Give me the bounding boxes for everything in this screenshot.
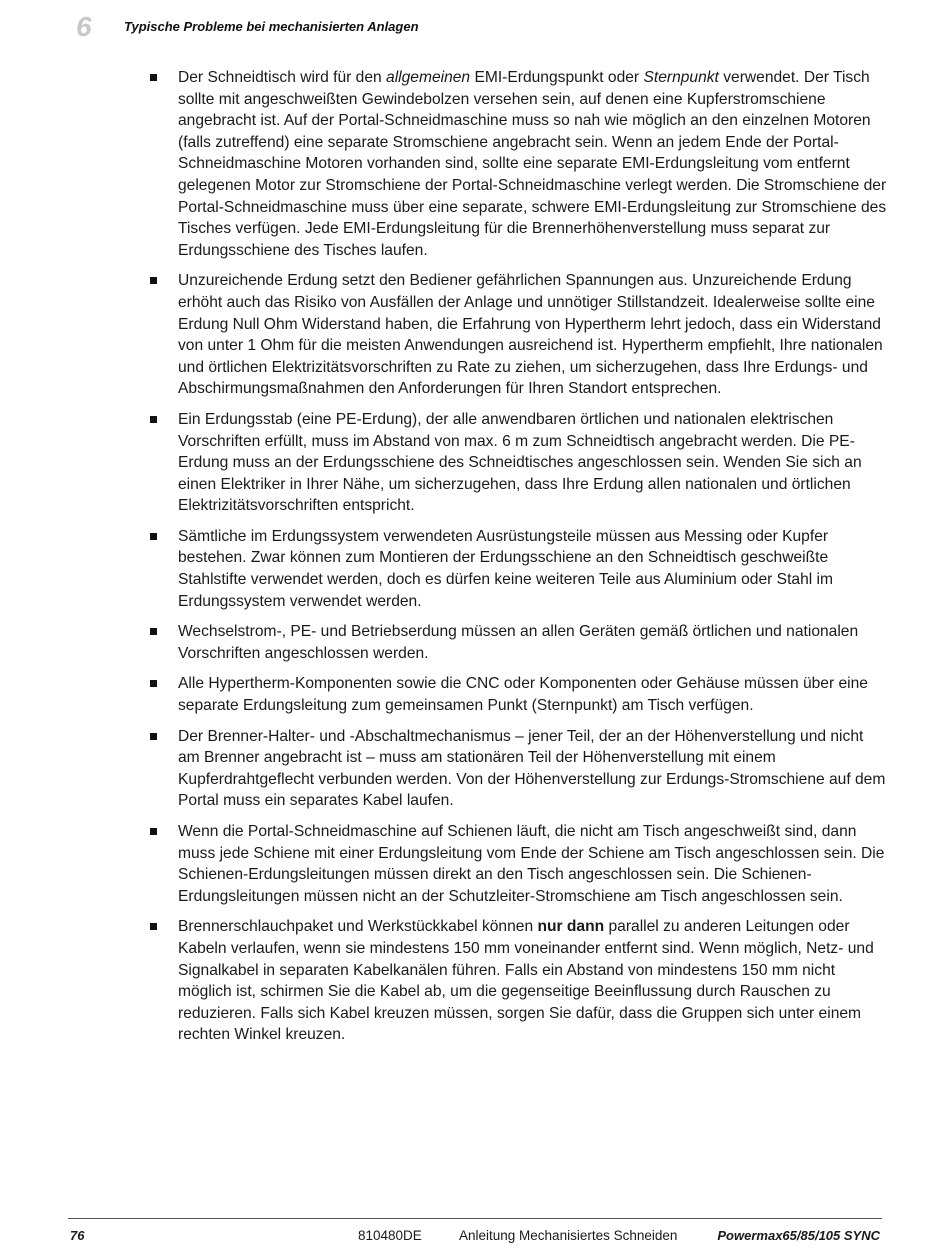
bullet-item bbox=[148, 526, 888, 612]
page-footer bbox=[68, 1218, 882, 1248]
bullet-text: Unzureichende Erdung setzt den Bediener gefährlichen Spannungen aus. Unzureichende Erdung erhöht auch das Risiko von Ausfällen der Anlage und unnötiger Stillstandzeit. Idealerweise sollte eine Erdung Null Ohm Widerstand haben, die Erfahrung von Hypertherm lehrt jedoch, dass ein Widerstand von unter 1 Ohm für die meisten Anwendungen ausreichend ist. Hypertherm empfiehlt, Ihre nationalen und örtlichen Elektrizitätsvorschriften zu Rate zu ziehen, um sicherzugehen, dass Ihre Erdungs- und Abschirmungsmaßnahmen den Anforderungen für Ihren Standort entsprechen. bbox=[178, 272, 883, 398]
footer-divider bbox=[68, 1218, 882, 1219]
bullet-text: Ein Erdungsstab (eine PE-Erdung), der alle anwendbaren örtlichen und nationalen elektrischen Vorschriften erfüllt, muss im Abstand von max. 6 m zum Schneidtisch angebracht werden. Die PE-Erdung muss an der Erdungsschiene des Schneidtisches angeschlossen sein. Wenden Sie sich an einen Elektriker in Ihrer Nähe, um sicherzugehen, dass Ihre Erdung allen nationalen und örtlichen Elektrizitätsvorschriften entspricht. bbox=[178, 410, 862, 515]
bullet-item bbox=[148, 726, 888, 812]
bullet-item bbox=[148, 673, 888, 716]
bullet-text: Der Brenner-Halter- und -Abschaltmechanismus – jener Teil, der an der Höhenverstellung und nicht am Brenner angebracht ist – muss am stationären Teil der Höhenverstellung mit einem Kupferdrahtgeflecht verbunden werden. Von der Höhenverstellung zur Erdungs-Stromschiene auf dem Portal muss ein separates Kabel laufen. bbox=[178, 727, 886, 810]
bullet-item bbox=[148, 409, 888, 517]
bullet-text: Wechselstrom-, PE- und Betriebserdung müssen an allen Geräten gemäß örtlichen und nationalen Vorschriften angeschlossen werden. bbox=[178, 623, 859, 662]
bullet-item bbox=[148, 821, 888, 907]
bullet-square-icon bbox=[150, 733, 157, 740]
bullet-square-icon bbox=[150, 416, 157, 423]
document-number: 810480DE bbox=[358, 1228, 422, 1243]
bullet-square-icon bbox=[150, 74, 157, 81]
bullet-item bbox=[148, 916, 888, 1046]
product-name: Powermax65/85/105 SYNC bbox=[717, 1228, 880, 1243]
bullet-item bbox=[148, 270, 888, 400]
page-number: 76 bbox=[70, 1228, 85, 1243]
bullet-square-icon bbox=[150, 828, 157, 835]
chapter-number: 6 bbox=[76, 11, 92, 42]
bullet-square-icon bbox=[150, 680, 157, 687]
bullet-text: Der Schneidtisch wird für den allgemeinen EMI-Erdungspunkt oder Sternpunkt verwendet. Der Tisch sollte mit angeschweißten Gewindebolzen versehen sein, auf denen eine Kupferstromschiene angebracht ist. Auf der Portal-Schneidmaschine muss so nah wie möglich an den einzelnen Motoren (falls zutreffend) eine separate Stromschiene angebracht sein. Wenn an jedem Ende der Portal-Schneidmaschine Motoren vorhanden sind, sollte eine separate EMI-Erdungsleitung vom entfernt gelegenen Motor zur Stromschiene der Portal-Schneidmaschine verlegt werden. Die Stromschiene der Portal-Schneidmaschine muss über eine separate, schwere EMI-Erdungsleitung zur Stromschiene des Tisches verfügen. Jede EMI-Erdungsleitung für die Brennerhöhenverstellung muss separat zur Erdungsschiene des Tisches laufen. bbox=[178, 69, 887, 259]
bullet-square-icon bbox=[150, 923, 157, 930]
page-header bbox=[76, 12, 896, 42]
bullet-item bbox=[148, 621, 888, 664]
bullet-text: Wenn die Portal-Schneidmaschine auf Schienen läuft, die nicht am Tisch angeschweißt sind, dann muss jede Schiene mit einer Erdungsleitung vom Ende der Schiene am Tisch angeschlossen sein. Die Schienen-Erdungsleitungen müssen direkt an den Tisch angeschlossen sein. Die Schienen-Erdungsleitungen müssen nicht an der Schutzleiter-Stromschiene am Tisch angeschlossen sein. bbox=[178, 823, 885, 905]
chapter-title: Typische Probleme bei mechanisierten Anlagen bbox=[124, 19, 419, 34]
bullet-text: Sämtliche im Erdungssystem verwendeten Ausrüstungsteile müssen aus Messing oder Kupfer bestehen. Zwar können zum Montieren der Erdungsschiene an den Schneidtisch geschweißte Stahlstifte verwendet werden, doch es dürfen keine weiteren Teile aus Aluminium oder Stahl im Erdungssystem verwendet werden. bbox=[178, 527, 834, 610]
bullet-square-icon bbox=[150, 277, 157, 284]
document-title: Anleitung Mechanisiertes Schneiden bbox=[459, 1228, 678, 1243]
bullet-text: Alle Hypertherm-Komponenten sowie die CNC oder Komponenten oder Gehäuse müssen über eine separate Erdungsleitung zum gemeinsamen Punkt (Sternpunkt) am Tisch verfügen. bbox=[178, 675, 868, 715]
bullet-text: Brennerschlauchpaket und Werkstückkabel können nur dann parallel zu anderen Leitungen oder Kabeln verlaufen, wenn sie mindestens 150 mm voneinander entfernt sind. Wenn möglich, Netz- und Signalkabel in separaten Kabelkanälen führen. Falls ein Abstand von mindestens 150 mm nicht möglich ist, schirmen Sie die Kabel ab, um die gegenseitige Beeinflussung durch Rauschen zu reduzieren. Falls sich Kabel kreuzen müssen, sorgen Sie dafür, dass die Gruppen sich unter einem rechten Winkel kreuzen. bbox=[178, 918, 874, 1044]
bullet-square-icon bbox=[150, 628, 157, 635]
bullet-square-icon bbox=[150, 533, 157, 540]
bullet-list bbox=[148, 67, 888, 1055]
bullet-item bbox=[148, 67, 888, 261]
